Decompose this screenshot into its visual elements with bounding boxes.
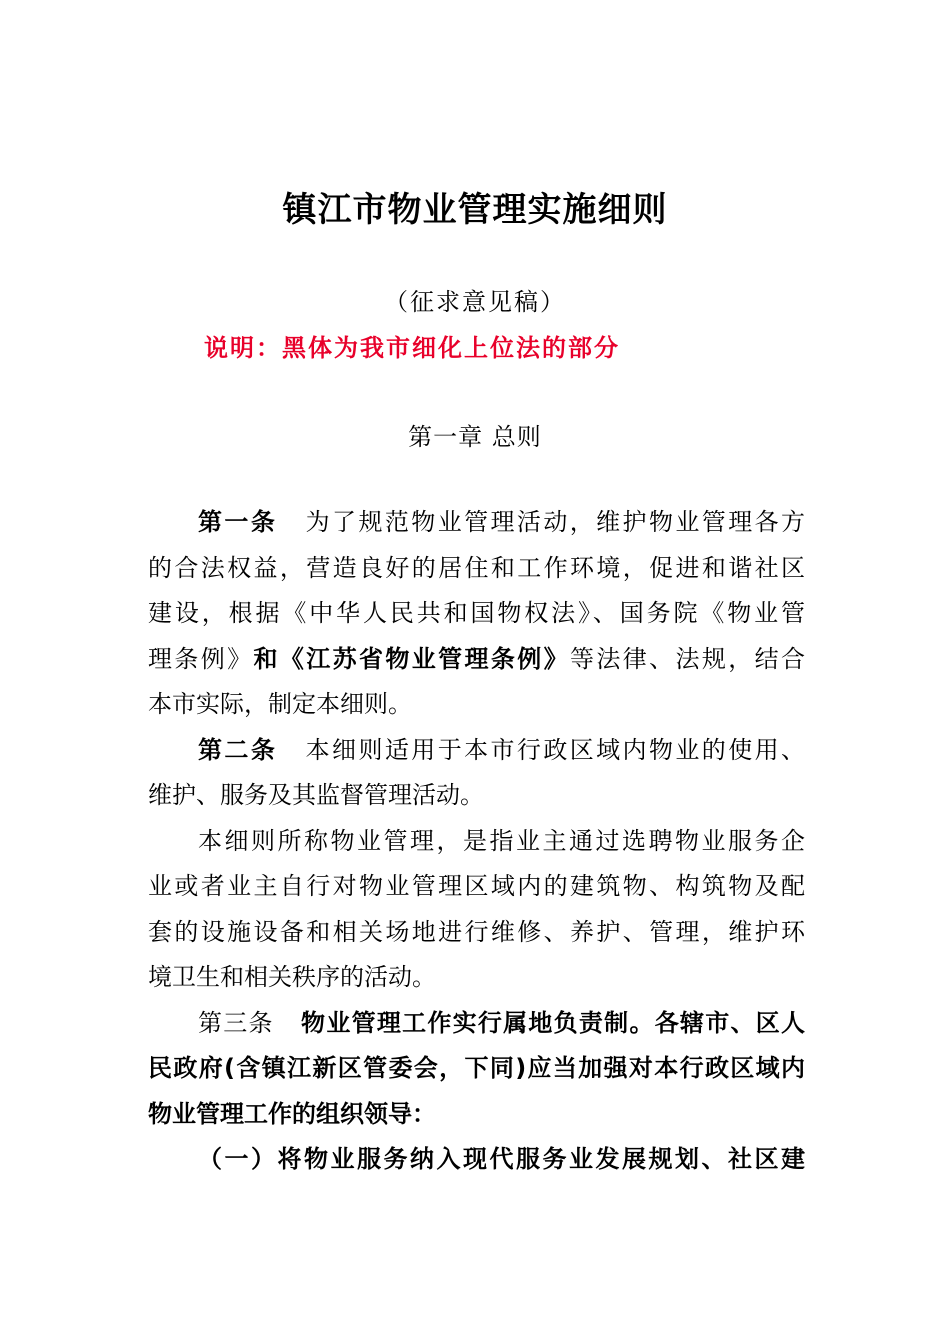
article-2-line-2: 维护、服务及其监督管理活动。 [148, 781, 484, 809]
article-1-line-1 [148, 500, 805, 546]
article-1-label: 第一条 [198, 508, 278, 536]
article-2-para-2-line-1: 本细则所称物业管理，是指业主通过选聘物业服务企 [198, 826, 805, 855]
chapter-heading: 第一章 总则 [408, 423, 542, 451]
article-1-text-segment: 等法律、法规，结合 [570, 644, 805, 673]
article-1-text-segment: 理条例》 [148, 644, 254, 673]
article-1-line-3: 建设，根据《中华人民共和国物权法》、国务院《物业管 [148, 599, 805, 627]
article-2-para-2-line-4: 境卫生和相关秩序的活动。 [148, 963, 436, 991]
article-2-text: 本细则适用于本市行政区域内物业的使用、 [303, 735, 805, 764]
article-2-para-2-line-2: 业或者业主自行对物业管理区域内的建筑物、构筑物及配 [148, 872, 805, 900]
article-2-line-1 [148, 728, 805, 774]
article-3-line-3: 物业管理工作的组织领导： [148, 1099, 436, 1128]
article-3-line-2: 民政府(含镇江新区管委会，下同)应当加强对本行政区域内 [148, 1054, 805, 1082]
article-1-line-5: 本市实际，制定本细则。 [148, 690, 412, 718]
document-title: 镇江市物业管理实施细则 [282, 190, 668, 230]
article-3-line-1 [148, 1001, 805, 1047]
article-3-label: 第三条 [198, 1008, 274, 1037]
article-3-item-1-line-1: （一）将物业服务纳入现代服务业发展规划、社区建 [198, 1145, 805, 1173]
article-1-text: 为了规范物业管理活动，维护物业管理各方 [303, 508, 805, 536]
article-1-bold-segment: 和《江苏省物业管理条例》 [253, 644, 570, 673]
explanatory-note: 说明：黑体为我市细化上位法的部分 [204, 333, 620, 362]
document-subtitle: （征求意见稿） [384, 288, 566, 316]
article-1-line-2: 的合法权益，营造良好的居住和工作环境，促进和谐社区 [148, 553, 805, 582]
article-1-line-4 [148, 637, 805, 683]
article-3-bold-text: 物业管理工作实行属地负责制。各辖市、区人 [299, 1008, 805, 1037]
document-body [148, 500, 805, 1183]
article-2-label: 第二条 [198, 735, 278, 764]
article-2-para-2-line-3: 套的设施设备和相关场地进行维修、养护、管理，维护环 [148, 917, 805, 946]
